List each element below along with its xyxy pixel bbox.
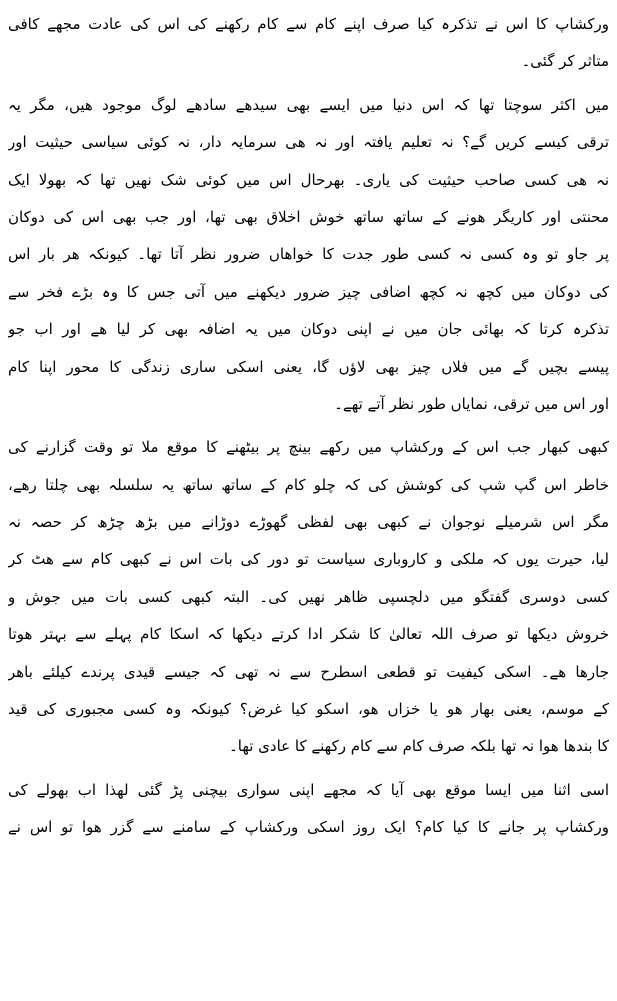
- paragraph-4: [8, 772, 609, 847]
- text-line: کبھی کبھار جب اس کے ورکشاپ میں رکھے بینچ پر بیٹھنے کا موقع ملا تو وقت گزارنے کی: [8, 438, 609, 457]
- text-line: جارھا ھے۔ اسکی کیفیت تو قطعی اسطرح سے نہ تھی کہ جیسے قیدی پرندے کیلئے باھر: [8, 662, 609, 681]
- text-line: کا بندھا ھوا نہ تھا بلکہ صرف کام سے کام رکھنے کا عادی تھا۔: [228, 737, 609, 756]
- text-line: پر جاو تو وہ کسی نہ کسی طور جدت کا خواھاں ضرور نظر آتا تھا۔ کیونکہ ھر بار اس: [8, 245, 609, 264]
- text-line: محنتی اور کاریگر ھونے کے ساتھ ساتھ خوش اخلاق بھی تھا، اور جب بھی اس کی دوکان: [8, 207, 609, 226]
- text-line: کی دوکان میں کچھ نہ کچھ اضافی چیز ضرور دیکھنے میں آتی جس کا وہ بڑے فخر سے: [8, 282, 609, 301]
- text-line: ورکشاپ پر جانے کا کیا کام؟ ایک روز اسکی ورکشاپ کے سامنے سے گزر ھوا تو اس نے: [8, 818, 609, 837]
- paragraph-2: [8, 87, 609, 424]
- text-line: پیسے بچیں گے میں فلاں چیز بھی لاؤں گا، یعنی اسکی ساری زندگی کا محور اپنا کام: [8, 357, 609, 376]
- text-line: میں اکثر سوچتا تھا کہ اس دنیا میں ایسے بھی سیدھے سادھے لوگ موجود ھیں، مگر یہ: [8, 95, 609, 114]
- text-line: خروش دیکھا تو صرف اللہ تعالیٰ کا شکر ادا کرتے دیکھا کہ اسکا کام پہلے سے بہتر ھوتا: [8, 625, 609, 644]
- text-line: خاطر اس گپ شپ کی کوشش کی کہ چلو کام کے ساتھ ساتھ یہ سلسلہ بھی چلتا رھے،: [8, 475, 609, 494]
- paragraph-3: [8, 429, 609, 766]
- text-line: اسی اثنا میں ایسا موقع بھی آیا کہ مجھے اپنی سواری بیچنی پڑ گئی لھذا اب بھولے کی: [8, 780, 609, 799]
- text-line: ورکشاپ کا اس نے تذکرہ کیا صرف اپنے کام سے کام رکھنے کی اس کی عادت مجھے کافی: [8, 15, 609, 33]
- text-line: مگر اس شرمیلے نوجوان نے کبھی بھی لفظی گھوڑے دوڑانے میں بڑھ چڑھ کر حصہ نہ: [8, 513, 609, 532]
- text-line: لیا، حیرت یوں کہ ملکی و کاروباری سیاست تو دور کی بات اس نے کبھی کام سے ھٹ کر: [8, 550, 609, 569]
- text-line: کے موسم، یعنی بھار ھو یا خزاں ھو، اسکو کیا غرض؟ کیونکہ وہ کسی مجبوری کی قید: [8, 700, 609, 719]
- text-line: نہ ھی کسی صاحب حیثیت کی یاری۔ بھرحال اس میں کوئی شک نھیں تھا کہ بھولا ایک: [8, 170, 609, 189]
- text-line: کسی دوسری گفتگو میں دلچسپی ظاھر نھیں کی۔ البتہ کبھی کسی بات میں جوش و: [8, 587, 609, 606]
- text-line: ترقی کیسے کریں گے؟ نہ تعلیم یافتہ اور نہ ھی سرمایہ دار، نہ کوئی سیاسی حیثیت اور: [8, 133, 609, 152]
- text-line: متاثر کر گئی۔: [521, 52, 609, 71]
- text-line: اور اس میں ترقی، نمایاں طور نظر آتے تھے۔: [334, 394, 609, 413]
- paragraph-1: [8, 6, 609, 81]
- text-line: تذکرہ کرتا کہ بھائی جان میں نے اپنی دوکان میں یہ اضافہ بھی کر لیا ھے اور اب جو: [8, 320, 609, 339]
